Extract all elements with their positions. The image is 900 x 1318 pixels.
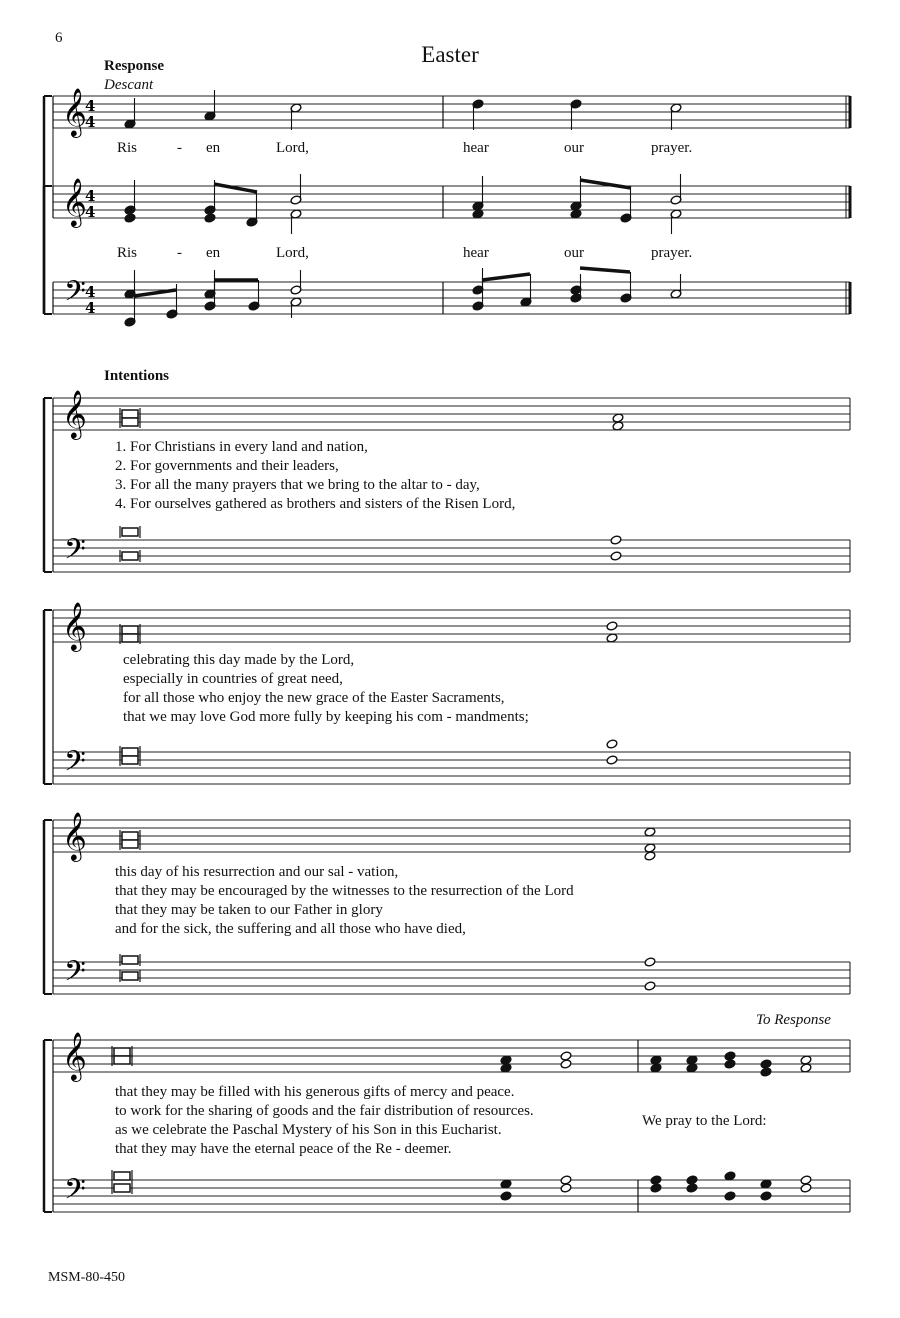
breve-note [122, 972, 138, 980]
intention-line: that we may love God more fully by keeping his com - mandments; [123, 709, 529, 725]
treble-clef: 𝄞 [62, 177, 87, 226]
descant-label: Descant [104, 77, 154, 93]
notehead [124, 213, 136, 223]
notehead [610, 535, 622, 545]
notehead [760, 1191, 772, 1201]
intention-line: 3. For all the many prayers that we bring to the altar to - day, [115, 477, 480, 493]
intention-line: this day of his resurrection and our sal - vation, [115, 864, 399, 880]
intention-line: that they may be filled with his generous gifts of mercy and peace. [115, 1084, 515, 1100]
lyric-syllable: - [177, 140, 182, 156]
breve-note [114, 1056, 130, 1064]
notehead [560, 1059, 572, 1069]
bass-clef: 𝄢 [64, 275, 86, 315]
notehead [686, 1183, 698, 1193]
breve-note [122, 626, 138, 634]
intention-line: 4. For ourselves gathered as brothers and sisters of the Risen Lord, [115, 496, 516, 512]
note-beam [134, 290, 176, 296]
notehead [800, 1175, 812, 1185]
to-response-label: To Response [756, 1012, 831, 1028]
lyric-syllable: - [177, 245, 182, 261]
notehead [560, 1175, 572, 1185]
lyric-syllable: our [564, 245, 584, 261]
notehead [500, 1191, 512, 1201]
notehead [610, 551, 622, 561]
breve-note [122, 956, 138, 964]
notehead [760, 1059, 772, 1069]
lyric-syllable: hear [463, 140, 489, 156]
notehead [650, 1175, 662, 1185]
treble-clef: 𝄞 [62, 601, 87, 650]
lyric-syllable: hear [463, 245, 489, 261]
time-signature: 4 [85, 113, 96, 131]
notehead [686, 1175, 698, 1185]
notehead [800, 1183, 812, 1193]
breve-note [122, 756, 138, 764]
bass-clef: 𝄢 [64, 745, 86, 785]
breve-note [122, 418, 138, 426]
breve-note [122, 528, 138, 536]
note-beam [580, 180, 631, 188]
lyric-syllable: Lord, [276, 245, 309, 261]
breve-note [122, 840, 138, 848]
treble-clef: 𝄞 [62, 811, 87, 860]
notehead [644, 957, 656, 967]
breve-note [122, 748, 138, 756]
intention-line: especially in countries of great need, [123, 671, 343, 687]
notehead [606, 739, 618, 749]
notehead [724, 1051, 736, 1061]
notehead [644, 981, 656, 991]
note-beam [580, 268, 630, 272]
breve-note [122, 552, 138, 560]
response-label: Response [104, 58, 165, 74]
treble-clef: 𝄞 [62, 1031, 87, 1080]
page-title: Easter [421, 42, 479, 67]
breve-note [122, 410, 138, 418]
intentions-label: Intentions [104, 368, 170, 384]
notehead [204, 213, 216, 223]
notehead [760, 1067, 772, 1077]
intention-line: to work for the sharing of goods and the fair distribution of resources. [115, 1103, 534, 1119]
choir-lyrics [0, 245, 900, 265]
intention-line: 1. For Christians in every land and nation, [115, 439, 368, 455]
intention-line: for all those who enjoy the new grace of the Easter Sacraments, [123, 690, 505, 706]
notehead [724, 1059, 736, 1069]
lyric-syllable: en [206, 140, 221, 156]
breve-note [122, 634, 138, 642]
time-signature: 4 [85, 203, 96, 221]
descant-lyrics [0, 140, 900, 160]
notehead [606, 755, 618, 765]
time-signature: 4 [85, 283, 96, 301]
time-signature: 4 [85, 97, 96, 115]
notehead [560, 1051, 572, 1061]
page-number: 6 [55, 30, 63, 46]
breve-note [114, 1048, 130, 1056]
intention-line: and for the sick, the suffering and all those who have died, [115, 921, 466, 937]
time-signature: 4 [85, 299, 96, 317]
lyric-syllable: Ris [117, 140, 138, 156]
bass-clef: 𝄢 [64, 533, 86, 573]
intention-line: celebrating this day made by the Lord, [123, 652, 355, 668]
treble-clef: 𝄞 [62, 389, 87, 438]
intention-line: that they may have the eternal peace of the Re - deemer. [115, 1141, 452, 1157]
notehead [724, 1191, 736, 1201]
bass-clef: 𝄢 [64, 955, 86, 995]
lyric-syllable: en [206, 245, 221, 261]
catalog-number: MSM-80-450 [48, 1270, 126, 1285]
lyric-syllable: Ris [117, 245, 138, 261]
intention-line: 2. For governments and their leaders, [115, 458, 339, 474]
lyric-syllable: Lord, [276, 140, 309, 156]
note-beam [214, 184, 257, 192]
breve-note [114, 1172, 130, 1180]
notehead [560, 1183, 572, 1193]
lyric-syllable: prayer. [651, 140, 693, 156]
we-pray-line: We pray to the Lord: [642, 1113, 767, 1129]
breve-note [114, 1184, 130, 1192]
bass-clef: 𝄢 [64, 1173, 86, 1213]
notehead [606, 621, 618, 631]
lyric-syllable: our [564, 140, 584, 156]
intention-line: that they may be taken to our Father in glory [115, 902, 383, 918]
note-beam [482, 274, 530, 280]
intention-line: as we celebrate the Paschal Mystery of his Son in this Eucharist. [115, 1122, 502, 1138]
intention-line: that they may be encouraged by the witnesses to the resurrection of the Lord [115, 883, 574, 899]
notehead [650, 1183, 662, 1193]
breve-note [122, 832, 138, 840]
time-signature: 4 [85, 187, 96, 205]
lyric-syllable: prayer. [651, 245, 693, 261]
treble-clef: 𝄞 [62, 87, 87, 136]
